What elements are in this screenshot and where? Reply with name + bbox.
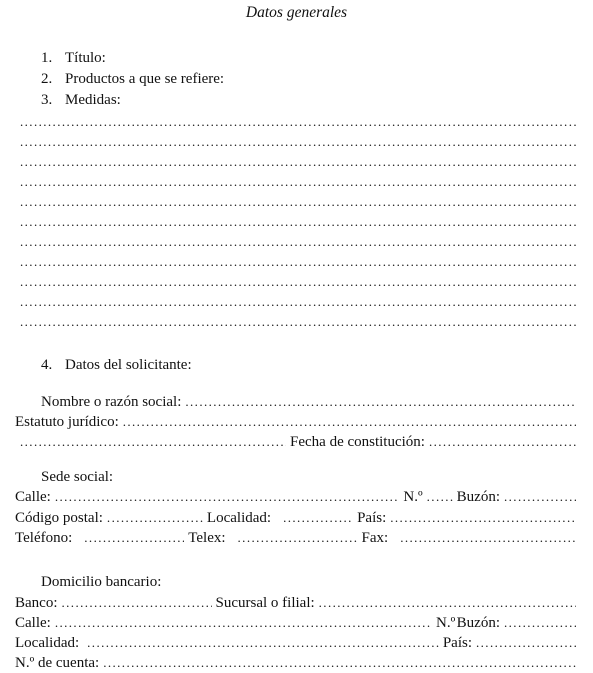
medidas-fill-line[interactable] bbox=[20, 232, 576, 252]
sede-telefono-row bbox=[15, 528, 576, 548]
banco-pais-label: País: bbox=[442, 635, 472, 651]
fax-field[interactable] bbox=[400, 528, 576, 548]
sede-cp-row bbox=[15, 508, 576, 528]
item-titulo bbox=[41, 48, 106, 68]
item-label: Medidas: bbox=[65, 92, 121, 108]
calle-label: Calle: bbox=[15, 489, 51, 505]
estatuto-row bbox=[15, 412, 576, 432]
banco-calle-row bbox=[15, 613, 576, 633]
banco-row bbox=[15, 593, 576, 613]
calle-field[interactable] bbox=[55, 487, 400, 507]
medidas-fill-line[interactable] bbox=[20, 212, 576, 232]
localidad-field[interactable] bbox=[283, 508, 353, 528]
section-datos-solicitante bbox=[41, 355, 192, 375]
numero-field[interactable] bbox=[427, 487, 453, 507]
banco-buzon-label: Buzón: bbox=[456, 615, 500, 631]
medidas-fill-line[interactable] bbox=[20, 252, 576, 272]
telex-label: Telex: bbox=[188, 530, 226, 546]
item-productos bbox=[41, 69, 224, 89]
nombre-row bbox=[41, 392, 576, 412]
medidas-fill-line[interactable] bbox=[20, 132, 576, 152]
banco-localidad-field[interactable] bbox=[87, 633, 439, 653]
banco-cuenta-row bbox=[15, 653, 576, 673]
medidas-fill-line[interactable] bbox=[20, 112, 576, 132]
item-number: 3. bbox=[41, 92, 53, 108]
banco-localidad-label: Localidad: bbox=[15, 635, 80, 651]
telex-field[interactable] bbox=[238, 528, 358, 548]
medidas-fill-line[interactable] bbox=[20, 172, 576, 192]
codigo-postal-field[interactable] bbox=[107, 508, 203, 528]
banco-heading: Domicilio bancario: bbox=[41, 574, 162, 590]
item-label: Productos a que se refiere: bbox=[65, 71, 225, 87]
banco-pais-field[interactable] bbox=[476, 633, 576, 653]
item-number: 2. bbox=[41, 71, 53, 87]
pais-field[interactable] bbox=[390, 508, 576, 528]
banco-field[interactable] bbox=[62, 593, 212, 613]
nombre-field[interactable] bbox=[185, 392, 576, 412]
banco-calle-field[interactable] bbox=[55, 613, 432, 633]
medidas-fill-line[interactable] bbox=[20, 292, 576, 312]
banco-label: Banco: bbox=[15, 595, 58, 611]
sede-calle-row bbox=[15, 487, 576, 507]
fecha-row bbox=[20, 432, 576, 452]
item-number: 1. bbox=[41, 50, 53, 66]
codigo-postal-label: Código postal: bbox=[15, 510, 103, 526]
banco-localidad-row bbox=[15, 633, 576, 653]
medidas-fill-line[interactable] bbox=[20, 192, 576, 212]
medidas-fill-line[interactable] bbox=[20, 152, 576, 172]
cuenta-label: N.º de cuenta: bbox=[15, 655, 100, 671]
sucursal-label: Sucursal o filial: bbox=[215, 595, 315, 611]
buzon-field[interactable] bbox=[504, 487, 576, 507]
numero-label: N.º bbox=[403, 489, 423, 505]
telefono-label: Teléfono: bbox=[15, 530, 73, 546]
medidas-fill-line[interactable] bbox=[20, 272, 576, 292]
cuenta-field[interactable] bbox=[103, 653, 576, 673]
banco-calle-label: Calle: bbox=[15, 615, 51, 631]
telefono-field[interactable] bbox=[84, 528, 184, 548]
sucursal-field[interactable] bbox=[319, 593, 576, 613]
banco-buzon-field[interactable] bbox=[504, 613, 576, 633]
localidad-label: Localidad: bbox=[206, 510, 272, 526]
fax-label: Fax: bbox=[361, 530, 389, 546]
fecha-label: Fecha de constitución: bbox=[290, 434, 425, 450]
page-title: Datos generales bbox=[245, 4, 348, 21]
nombre-label: Nombre o razón social: bbox=[41, 394, 182, 410]
sede-heading-row bbox=[41, 467, 113, 487]
pais-label: País: bbox=[357, 510, 387, 526]
banco-heading-row bbox=[41, 572, 161, 592]
estatuto-label: Estatuto jurídico: bbox=[15, 414, 119, 430]
estatuto-field[interactable] bbox=[123, 412, 576, 432]
estatuto-continuation-field[interactable] bbox=[20, 432, 286, 452]
sede-heading: Sede social: bbox=[41, 469, 114, 485]
item-medidas bbox=[41, 90, 121, 110]
section-number: 4. bbox=[41, 357, 53, 373]
banco-numero-label: N.º bbox=[436, 615, 456, 631]
fecha-field[interactable] bbox=[429, 432, 576, 452]
buzon-label: Buzón: bbox=[456, 489, 500, 505]
section-heading: Datos del solicitante: bbox=[65, 357, 192, 373]
item-label: Título: bbox=[65, 50, 106, 66]
medidas-fill-line[interactable] bbox=[20, 312, 576, 332]
